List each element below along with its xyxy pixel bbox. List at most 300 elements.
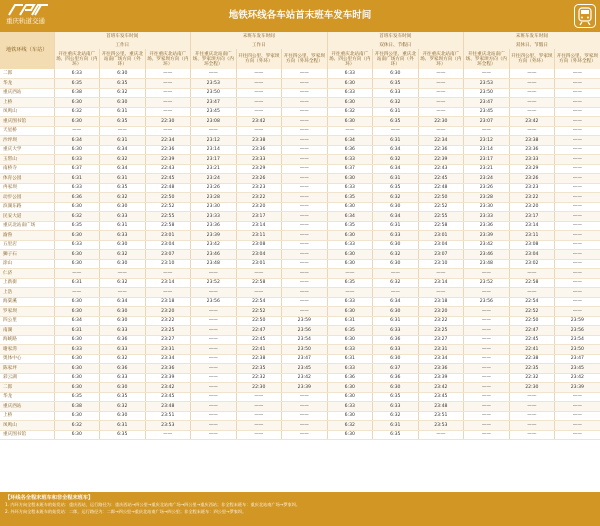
table-row [0,278,600,288]
time-cell: 23:53 [418,421,464,431]
time-cell: 23:17 [509,212,555,222]
time-cell: 6:32 [373,250,419,260]
time-cell: 6:30 [327,430,373,440]
time-cell: —— [191,383,237,393]
time-cell: —— [282,402,328,412]
time-cell: 6:30 [54,202,100,212]
time-cell: 6:32 [100,354,146,364]
time-cell: 6:35 [54,221,100,231]
time-cell: —— [145,88,191,98]
time-cell: 23:51 [145,411,191,421]
station-name: 上桥 [0,411,54,421]
time-cell: —— [327,126,373,136]
time-cell: —— [464,354,510,364]
time-cell: 23:59 [555,316,600,326]
station-name: 玉带山 [0,155,54,165]
table-row [0,383,600,393]
direction-header: 开往重庆北站南广场、罗家坝方向（内环全程） [464,49,510,69]
time-cell: 23:33 [509,155,555,165]
time-cell: —— [418,269,464,279]
time-cell: 6:32 [373,411,419,421]
time-cell: 6:35 [373,117,419,127]
time-cell: 6:30 [373,259,419,269]
time-cell: —— [464,335,510,345]
table-row [0,392,600,402]
time-cell: 22:52 [509,307,555,317]
time-cell: 6:30 [327,202,373,212]
time-cell: 6:32 [373,98,419,108]
time-cell: —— [555,202,600,212]
time-cell: 6:35 [54,79,100,89]
time-cell: —— [282,69,328,79]
time-cell: 23:45 [555,364,600,374]
time-cell: 22:50 [236,316,282,326]
time-cell: —— [282,430,328,440]
time-cell: 6:31 [100,421,146,431]
time-cell: 6:37 [54,164,100,174]
time-cell: —— [555,411,600,421]
time-cell: 23:22 [236,193,282,203]
time-cell: —— [236,79,282,89]
time-cell: —— [464,288,510,298]
time-cell: —— [282,117,328,127]
time-cell: 6:33 [373,326,419,336]
time-cell: 6:33 [100,326,146,336]
time-cell: 6:30 [327,383,373,393]
time-cell: —— [145,79,191,89]
time-cell: —— [54,126,100,136]
time-cell: —— [555,221,600,231]
time-cell: —— [191,326,237,336]
table-row [0,402,600,412]
time-cell: —— [282,155,328,165]
time-cell: 6:37 [327,164,373,174]
time-cell: 23:23 [509,183,555,193]
time-cell: —— [464,307,510,317]
time-cell: 23:30 [191,202,237,212]
station-name: 彩云湖 [0,373,54,383]
station-name: 二郎 [0,69,54,79]
time-cell: 6:30 [54,250,100,260]
table-row [0,307,600,317]
direction-header: 开往四公里、重庆北站南广场方向（外环） [373,49,419,69]
time-cell: 6:31 [100,221,146,231]
time-cell: 23:18 [418,297,464,307]
time-cell: 22:34 [418,136,464,146]
time-cell: 6:35 [100,392,146,402]
time-cell: —— [418,126,464,136]
time-cell: 23:36 [464,221,510,231]
time-cell: 23:42 [282,373,328,383]
time-cell: 6:31 [54,326,100,336]
time-cell: 6:33 [327,402,373,412]
time-cell: —— [100,126,146,136]
time-cell: 23:04 [145,240,191,250]
time-cell: 6:31 [373,136,419,146]
time-cell: —— [191,411,237,421]
time-cell: 23:50 [282,345,328,355]
time-cell: 6:30 [373,307,419,317]
time-cell: —— [145,269,191,279]
time-cell: —— [236,402,282,412]
time-cell: —— [555,155,600,165]
time-cell: —— [145,69,191,79]
page-title: 地铁环线各车站首末班车发车时间 [228,10,372,21]
time-cell: 6:36 [327,145,373,155]
time-cell: 23:42 [464,240,510,250]
time-cell: 22:45 [509,335,555,345]
time-cell: 6:36 [373,373,419,383]
table-row [0,430,600,440]
station-name: 华龙 [0,392,54,402]
time-cell: 23:39 [145,373,191,383]
station-name: 凤鸣山 [0,421,54,431]
time-cell: —— [327,288,373,298]
station-name: 南湖 [0,326,54,336]
time-cell: 22:35 [236,364,282,374]
time-cell: 6:36 [327,373,373,383]
time-cell: —— [555,107,600,117]
table-row [0,221,600,231]
station-name: 滨湖东路 [0,202,54,212]
time-cell: 6:35 [54,392,100,402]
time-cell: 6:31 [100,107,146,117]
time-cell: 6:30 [54,307,100,317]
time-cell: —— [509,98,555,108]
time-cell: 23:04 [509,250,555,260]
time-cell: 22:41 [509,345,555,355]
time-cell: 6:30 [100,383,146,393]
group-daytype: 工作日 [54,42,191,49]
table-row [0,326,600,336]
group-header: 末班车发车时间 [464,32,600,42]
time-cell: 6:32 [373,155,419,165]
time-cell: 6:30 [327,259,373,269]
time-cell: 6:36 [54,193,100,203]
station-name: 涂山 [0,259,54,269]
time-cell: —— [464,326,510,336]
time-cell: 6:31 [100,136,146,146]
group-daytype: 双休日、节假日 [327,42,464,49]
station-name: 谢家湾 [0,345,54,355]
station-name: 重庆北站南广场 [0,221,54,231]
time-cell: 22:55 [145,212,191,222]
station-name: 二郎 [0,383,54,393]
time-cell: 6:30 [54,364,100,374]
time-cell: —— [464,421,510,431]
table-row [0,269,600,279]
time-cell: 23:14 [464,145,510,155]
time-cell: 22:38 [509,354,555,364]
time-cell: 23:20 [145,307,191,317]
footer-notes [0,492,600,526]
time-cell: 23:02 [509,259,555,269]
time-cell: 22:52 [145,202,191,212]
time-cell: 23:36 [509,145,555,155]
time-cell: 23:10 [145,259,191,269]
time-cell: 23:20 [418,307,464,317]
time-cell: —— [327,269,373,279]
time-cell: 23:59 [282,316,328,326]
time-cell: —— [282,297,328,307]
time-cell: 23:52 [464,278,510,288]
time-cell: 22:30 [145,117,191,127]
time-cell: —— [282,212,328,222]
time-cell: —— [282,98,328,108]
time-cell: —— [555,421,600,431]
time-cell: —— [509,288,555,298]
time-cell: 23:39 [464,231,510,241]
time-cell: —— [282,269,328,279]
time-cell: 6:33 [327,240,373,250]
time-cell: —— [555,307,600,317]
time-cell: —— [191,402,237,412]
time-cell: 23:42 [236,117,282,127]
time-cell: 23:25 [418,326,464,336]
time-cell: 23:04 [236,250,282,260]
time-cell: 23:38 [236,136,282,146]
time-cell: 6:30 [373,202,419,212]
time-cell: 22:55 [418,212,464,222]
time-cell: 23:42 [145,383,191,393]
time-cell: 6:33 [327,69,373,79]
time-cell: 23:33 [464,212,510,222]
time-cell: 6:30 [327,411,373,421]
time-cell: 22:58 [509,278,555,288]
time-cell: —— [509,126,555,136]
station-name: 五里店 [0,240,54,250]
time-cell: 23:48 [191,259,237,269]
time-cell: —— [464,392,510,402]
time-cell: —— [236,269,282,279]
time-cell: 22:45 [236,335,282,345]
time-cell: 6:36 [100,335,146,345]
time-cell: —— [191,288,237,298]
direction-header: 开往四公里、罗家坝方向（外环全程） [555,49,600,69]
time-cell: 6:33 [327,297,373,307]
footer-note-1: 1. 内环方向全程末班车的始发站：重庆西站，运行路径为：重庆西站→四公里→重庆北站南广场→四公里→重庆西站；非全程末班车：重庆北站南广场→罗家坝。 [5,502,301,507]
time-cell: 22:35 [509,364,555,374]
time-cell: 23:54 [282,335,328,345]
time-cell: 6:32 [327,107,373,117]
time-cell: —— [145,98,191,108]
time-cell: 6:33 [54,155,100,165]
time-cell: 6:34 [373,297,419,307]
direction-header: 开往重庆北站南广场、罗家坝方向（内环） [418,49,464,69]
station-name: 上新街 [0,278,54,288]
time-cell: —— [282,136,328,146]
time-cell: 6:30 [54,259,100,269]
time-cell: —— [191,345,237,355]
time-cell: 22:43 [418,164,464,174]
table-row [0,288,600,298]
time-cell: 22:50 [418,193,464,203]
time-cell: 22:34 [145,136,191,146]
time-cell: —— [418,69,464,79]
table-row [0,107,600,117]
time-cell: 23:07 [418,250,464,260]
time-cell: —— [555,136,600,146]
time-cell: 6:32 [100,402,146,412]
time-cell: 23:26 [191,183,237,193]
time-cell: —— [282,145,328,155]
time-cell: 23:36 [418,364,464,374]
time-cell: 6:33 [54,240,100,250]
time-cell: 23:47 [282,354,328,364]
time-cell: —— [555,164,600,174]
time-cell: —— [555,183,600,193]
time-cell: 6:30 [54,373,100,383]
group-daytype: 工作日 [191,42,328,49]
time-cell: 6:30 [100,411,146,421]
time-cell: 6:30 [327,174,373,184]
time-cell: 23:01 [236,259,282,269]
time-cell: 6:30 [54,231,100,241]
time-cell: —— [509,411,555,421]
station-name: 南桥寺 [0,164,54,174]
time-cell: —— [191,354,237,364]
time-cell: —— [191,421,237,431]
time-cell: 6:31 [327,354,373,364]
station-column-header: 地铁环线（车站） [0,32,54,69]
time-cell: —— [555,145,600,155]
station-name: 天星桥 [0,126,54,136]
time-cell: 6:34 [100,297,146,307]
time-cell: —— [191,430,237,440]
time-cell: —— [555,288,600,298]
time-cell: 23:53 [464,79,510,89]
time-cell: 6:32 [54,107,100,117]
time-cell: 22:38 [236,354,282,364]
station-name: 重庆图书馆 [0,430,54,440]
station-name: 仁济 [0,269,54,279]
time-cell: 6:32 [54,212,100,222]
time-cell: 6:31 [373,316,419,326]
time-cell: 6:31 [373,421,419,431]
time-cell: 22:45 [145,174,191,184]
time-cell: 22:41 [236,345,282,355]
time-cell: 22:54 [509,297,555,307]
time-cell: 6:30 [54,145,100,155]
station-name: 华龙 [0,79,54,89]
time-cell: 23:53 [145,421,191,431]
time-cell: —— [418,288,464,298]
time-cell: 23:22 [509,193,555,203]
time-cell: —— [555,88,600,98]
time-cell: 23:29 [236,164,282,174]
time-cell: —— [555,392,600,402]
time-cell: —— [236,392,282,402]
time-cell: 22:50 [145,193,191,203]
time-cell: 22:36 [145,145,191,155]
time-cell: —— [555,240,600,250]
header-row-groups [0,32,600,42]
time-cell: —— [555,269,600,279]
time-cell: —— [282,421,328,431]
timetable [0,32,600,440]
time-cell: 23:25 [145,326,191,336]
station-name: 渝鲁 [0,231,54,241]
time-cell: 6:33 [54,183,100,193]
time-cell: —— [464,411,510,421]
time-cell: 23:45 [418,392,464,402]
time-cell: 23:53 [191,79,237,89]
time-cell: —— [555,174,600,184]
time-cell: 6:30 [100,202,146,212]
time-cell: 6:30 [327,231,373,241]
time-cell: —— [418,98,464,108]
time-cell: —— [555,278,600,288]
time-cell: 6:32 [100,278,146,288]
direction-header: 开往重庆北站南广场、罗家坝方向（内环） [145,49,191,69]
time-cell: —— [282,231,328,241]
time-cell: —— [236,107,282,117]
station-name: 冉家坝 [0,183,54,193]
time-cell: 6:30 [54,411,100,421]
time-cell: —— [191,126,237,136]
time-cell: —— [373,269,419,279]
time-cell: 6:34 [373,212,419,222]
time-cell: —— [282,164,328,174]
time-cell: 6:37 [373,364,419,374]
time-cell: 6:31 [373,174,419,184]
time-cell: 6:34 [54,136,100,146]
time-cell: 23:07 [145,250,191,260]
time-cell: —— [191,364,237,374]
time-cell: 23:24 [464,174,510,184]
time-cell: 23:42 [555,373,600,383]
station-name: 沙坪坝 [0,136,54,146]
time-cell: —— [509,421,555,431]
time-cell: —— [282,240,328,250]
time-cell: 6:33 [327,88,373,98]
time-cell: —— [509,402,555,412]
time-cell: 23:39 [282,383,328,393]
time-cell: 23:52 [191,278,237,288]
time-cell: —— [236,88,282,98]
time-cell: 6:30 [54,297,100,307]
time-cell: 23:42 [418,383,464,393]
time-cell: 23:56 [282,326,328,336]
time-cell: 6:35 [373,183,419,193]
direction-header: 开往四公里、罗家坝方向（外环） [509,49,555,69]
time-cell: 23:17 [191,155,237,165]
time-cell: 23:54 [555,335,600,345]
time-cell: 6:30 [327,307,373,317]
time-cell: 23:34 [418,354,464,364]
time-cell: 23:17 [464,155,510,165]
table-row [0,117,600,127]
time-cell: —— [191,335,237,345]
table-row [0,164,600,174]
time-cell: 22:58 [145,221,191,231]
direction-header: 开往重庆北站南广场、四公里方向（内环） [54,49,100,69]
time-cell: 22:52 [418,202,464,212]
table-row [0,345,600,355]
time-cell: 6:30 [327,392,373,402]
time-cell: 6:33 [54,69,100,79]
direction-header: 开往四公里、罗家坝方向（外环全程） [282,49,328,69]
time-cell: 23:47 [464,98,510,108]
time-cell: 23:11 [236,231,282,241]
time-cell: —— [418,430,464,440]
time-cell: —— [555,212,600,222]
time-cell: 23:45 [145,392,191,402]
time-cell: —— [282,307,328,317]
time-cell: 6:30 [54,117,100,127]
time-cell: 23:45 [191,107,237,117]
table-row [0,88,600,98]
